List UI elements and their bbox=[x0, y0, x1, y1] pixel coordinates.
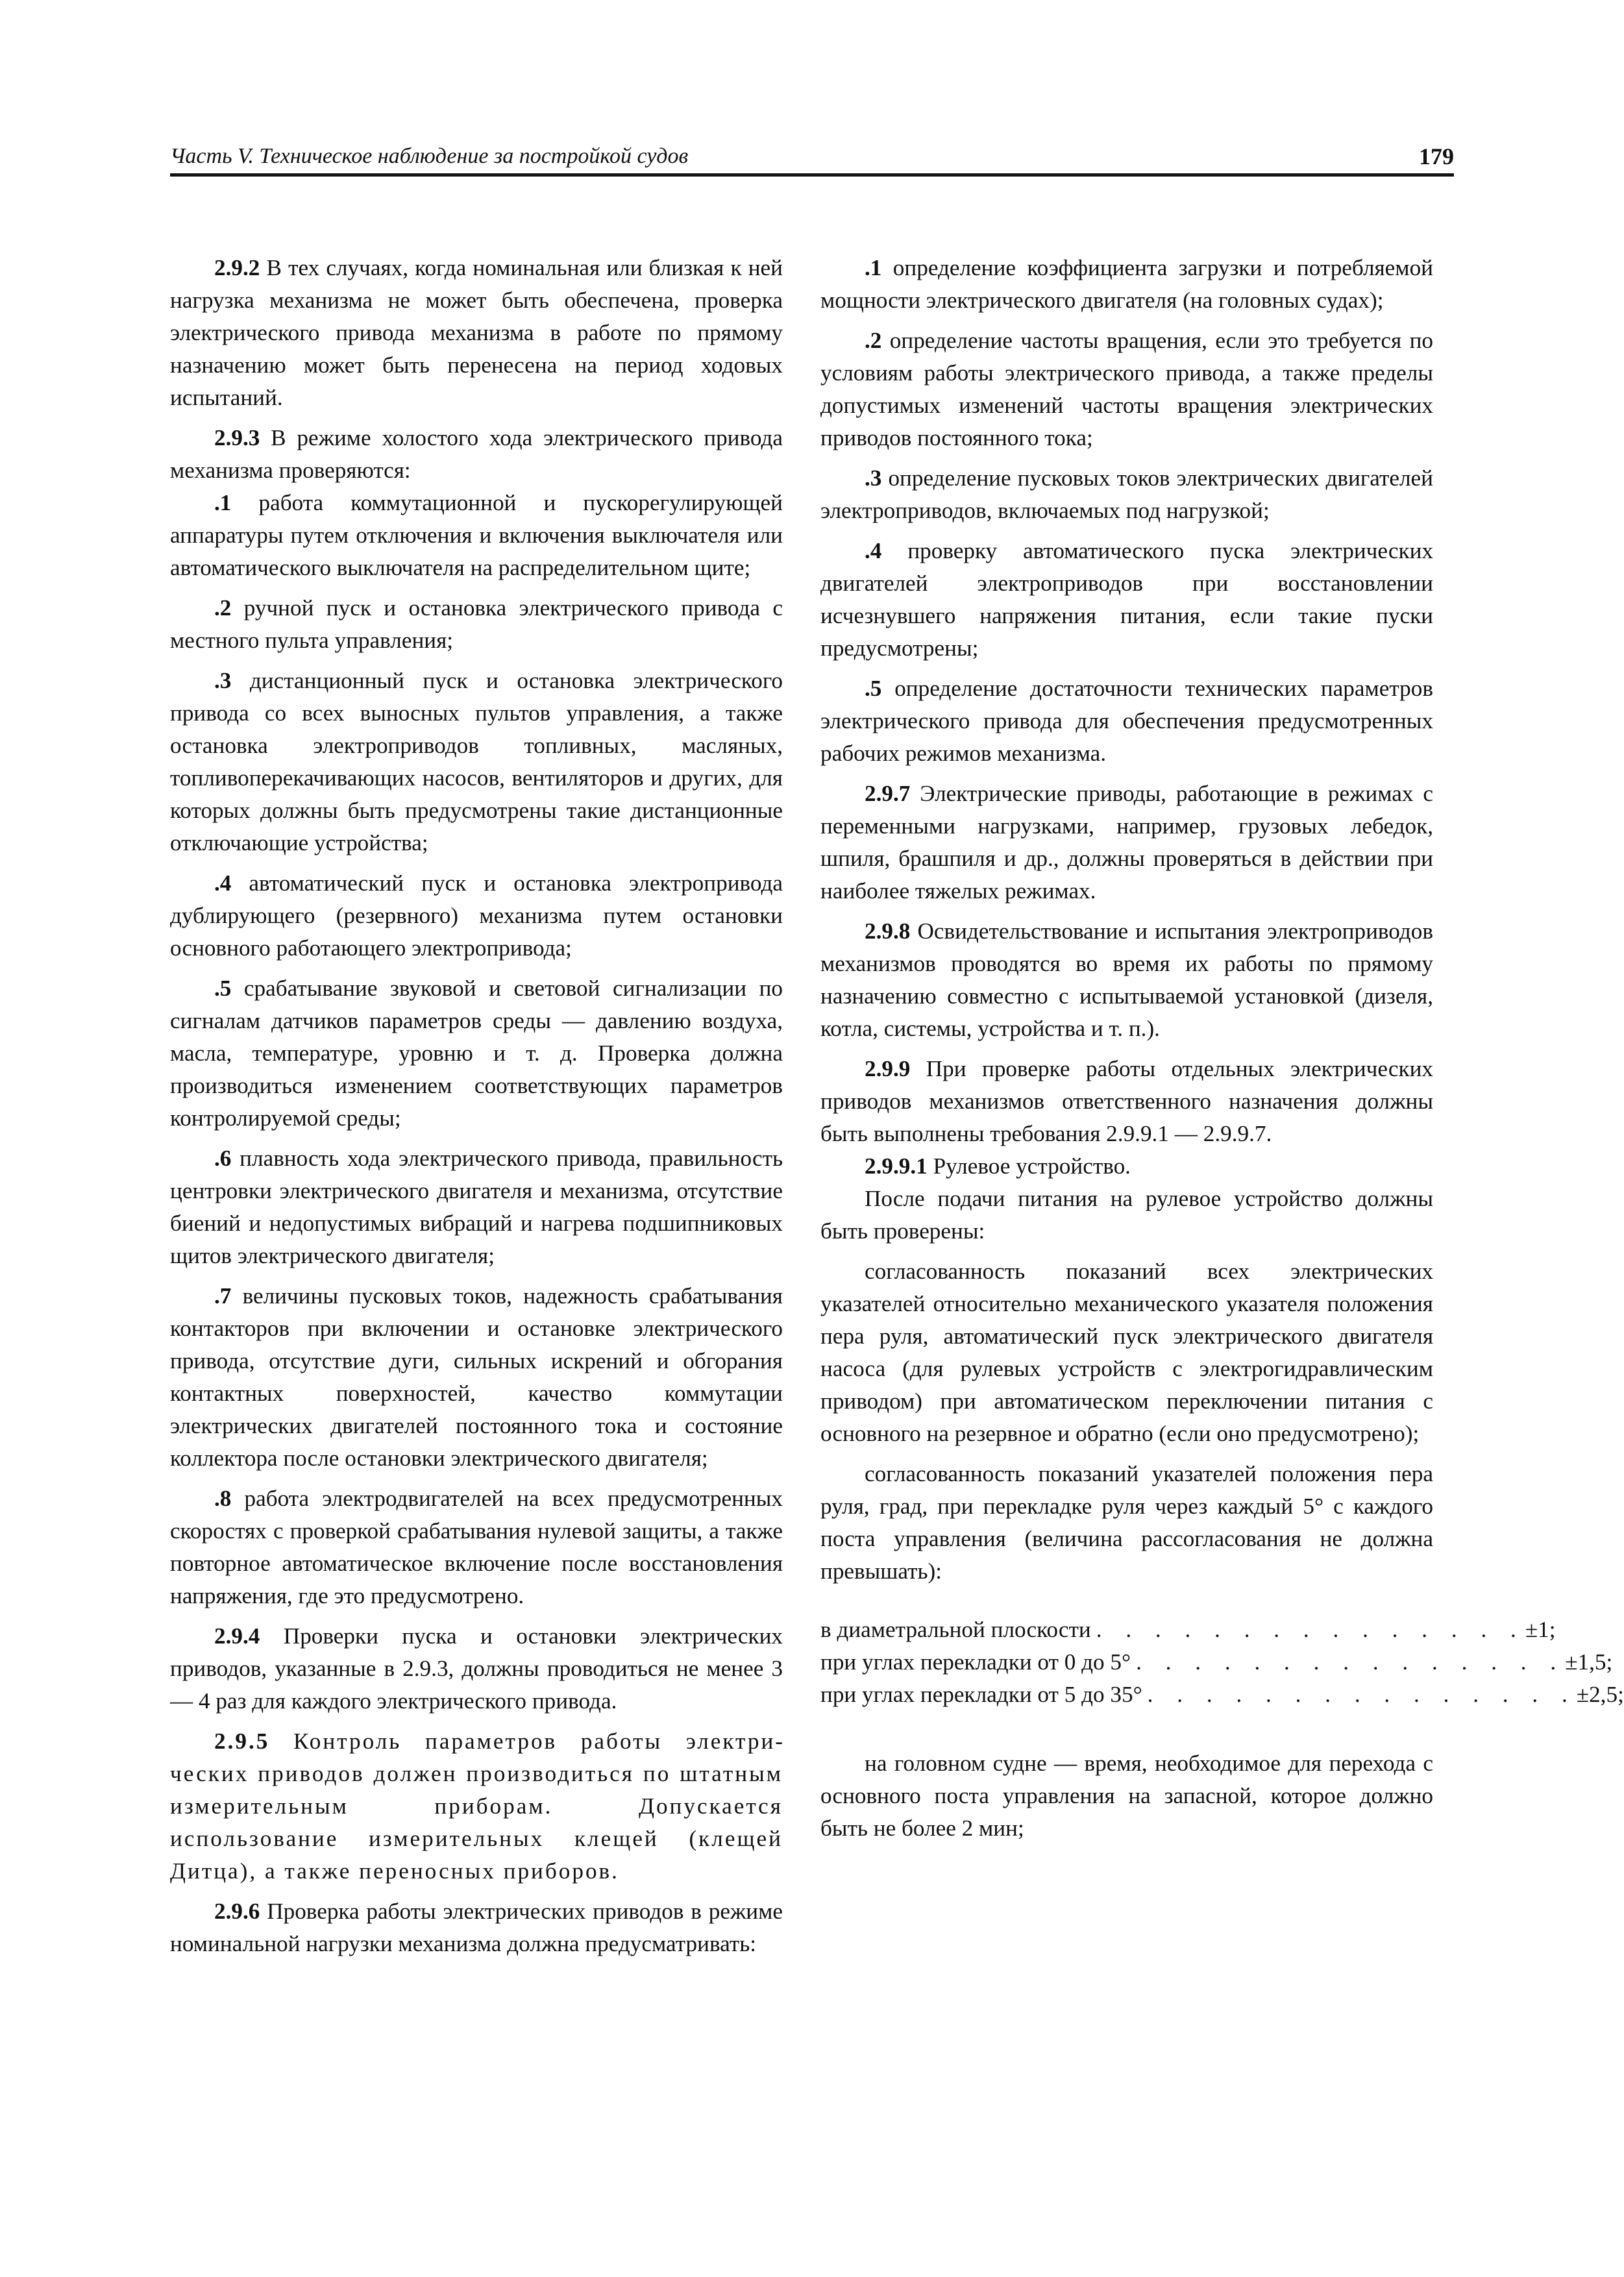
item-text: срабатывание звуковой и световой сигнализации по сигналам датчиков параметров среды — давлению воздуха, масла, температуре, уровню и т. д. Проверка должна производиться изменением соответствующих параметров контролируемой среды; bbox=[170, 976, 783, 1131]
item-text: проверку автоматического пуска электрических двигателей электроприводов при восстановлении исчезнувшего напряжения питания, если такие пуски предусмотрены; bbox=[820, 538, 1433, 661]
item-number: .4 bbox=[214, 870, 232, 896]
clause-number: 2.9.6 bbox=[214, 1899, 260, 1924]
tolerance-row bbox=[820, 1614, 1556, 1646]
paragraph-2-9-4 bbox=[170, 1620, 783, 1717]
item-number: .3 bbox=[865, 465, 882, 491]
item-text: работа электродвигателей на всех предусмотренных скоростях с проверкой срабатывания нулевой защиты, а также повторное автоматическое включение после восстановления напряжения, где это предусмотрено. bbox=[170, 1486, 783, 1608]
item-number: .2 bbox=[865, 328, 882, 353]
clause-number: 2.9.8 bbox=[865, 918, 911, 944]
clause-number: 2.9.2 bbox=[214, 255, 260, 280]
paragraph-indicators: согласованность показаний всех электрических указателей относительно механического указателя положения пера руля, автоматический пуск электрического двигателя насоса (для рулевых устройств с электрогидравлическим приводом) при автоматическом переключении питания с основного на резервное и обратно (если оно предусмотрено); bbox=[820, 1259, 1433, 1446]
dot-leader: . . . . . . . . . . . . . . . bbox=[1096, 1617, 1525, 1642]
list-item-3 bbox=[170, 665, 783, 859]
tolerance-value: ±1; bbox=[1525, 1617, 1556, 1642]
list-item-6 bbox=[170, 1142, 783, 1272]
item-text: плавность хода электрического привода, правильность центровки электрического двигателя и механизма, отсутствие биений и недопустимых вибраций и нагрева подшипниковых щитов электрического двигателя; bbox=[170, 1146, 783, 1268]
tolerance-value: ±1,5; bbox=[1565, 1649, 1613, 1675]
list-item-3 bbox=[820, 462, 1433, 527]
paragraph-text: В тех случаях, когда номинальная или близкая к ней нагрузка механизма не может быть обеспечена, проверка электрического привода механизма в работе по прямому назначению может быть перенесена на период ходовых испытаний. bbox=[170, 255, 783, 410]
paragraph-after-power: После подачи питания на рулевое устройство должны быть проверены: bbox=[820, 1186, 1433, 1244]
item-number: .3 bbox=[214, 668, 232, 693]
paragraph-text: Освидетельствование и испытания электроприводов механизмов проводятся во время их работы по прямому назначению совместно с испытываемой установкой (дизеля, котла, системы, устройства и т. п.). bbox=[820, 918, 1433, 1041]
paragraph-2-9-5 bbox=[170, 1725, 783, 1888]
item-text: работа коммутационной и пускорегулирующей аппаратуры путем отключения и включения выключателя или автоматического выключателя на распределительном щите; bbox=[170, 490, 783, 580]
item-number: .7 bbox=[214, 1283, 232, 1309]
list-item-1 bbox=[820, 252, 1433, 317]
item-text: определение коэффициента загрузки и потребляемой мощности электрического двигателя (на головных судах); bbox=[820, 255, 1433, 313]
item-number: .4 bbox=[865, 538, 882, 563]
clause-number: 2.9.4 bbox=[214, 1623, 260, 1649]
paragraph-text: В режиме холостого хода электрического привода механизма проверяются: bbox=[170, 425, 783, 483]
paragraph-text: Проверки пуска и остановки электрических приводов, указанные в 2.9.3, должны проводиться не менее 3 — 4 раз для каждого электрического привода. bbox=[170, 1623, 783, 1714]
list-item-4 bbox=[170, 867, 783, 965]
header-rule bbox=[170, 173, 1454, 177]
right-column bbox=[820, 252, 1624, 1845]
paragraph-2-9-7 bbox=[820, 778, 1433, 907]
item-text: определение достаточности технических параметров электрического привода для обеспечения предусмотренных рабочих режимов механизма. bbox=[820, 676, 1433, 766]
paragraph-lead-ship: на головном судне — время, необходимое для перехода с основного поста управления на запасной, которое должно быть не более 2 мин; bbox=[820, 1751, 1433, 1841]
list-item-2 bbox=[820, 325, 1433, 454]
dot-leader: . . . . . . . . . . . . . . . bbox=[1147, 1682, 1577, 1707]
list-item-1 bbox=[170, 487, 783, 584]
item-text: определение частоты вращения, если это требуется по условиям работы электрического привода, а также пределы допустимых изменений частоты вращения электрических приводов постоянного тока; bbox=[820, 328, 1433, 450]
paragraph-text: Электрические приводы, работающие в режимах с переменными нагрузками, например, грузовых лебедок, шпиля, брашпиля и др., должны проверяться в действии при наиболее тяжелых режимах. bbox=[820, 781, 1433, 904]
list-item-5 bbox=[170, 972, 783, 1135]
tolerance-row bbox=[820, 1679, 1624, 1711]
paragraph-2-9-9 bbox=[820, 1053, 1433, 1150]
item-number: .2 bbox=[214, 595, 232, 621]
item-text: ручной пуск и остановка электрического привода с местного пульта управления; bbox=[170, 595, 783, 653]
item-number: .8 bbox=[214, 1486, 232, 1511]
paragraph-2-9-9-1 bbox=[820, 1150, 1433, 1183]
paragraph-2-9-8 bbox=[820, 915, 1433, 1045]
paragraph-rudder-angle: согласованность показаний указателей положения пера руля, град, при перекладке руля через каждый 5° с каждого поста управления (величина рассогласования не должна превышать): bbox=[820, 1461, 1433, 1584]
tolerance-label: при углах перекладки от 0 до 5° bbox=[820, 1649, 1131, 1675]
item-number: .5 bbox=[865, 676, 882, 701]
item-text: автоматический пуск и остановка электропривода дублирующего (резервного) механизма путем остановки основного работающего электропривода; bbox=[170, 870, 783, 961]
item-number: .5 bbox=[214, 976, 232, 1001]
list-item-8 bbox=[170, 1483, 783, 1612]
running-head bbox=[170, 142, 1454, 178]
paragraph-2-9-6 bbox=[170, 1895, 783, 1960]
clause-number: 2.9.9.1 bbox=[865, 1153, 928, 1179]
left-column bbox=[170, 252, 783, 1960]
item-number: .1 bbox=[214, 490, 232, 515]
item-number: .6 bbox=[214, 1146, 232, 1171]
tolerance-label: при углах перекладки от 5 до 35° bbox=[820, 1682, 1142, 1707]
tolerance-row bbox=[820, 1646, 1613, 1679]
paragraph-2-9-3 bbox=[170, 422, 783, 487]
clause-number: 2.9.9 bbox=[865, 1056, 911, 1081]
paragraph-text: Контроль параметров работы электрических приводов должен производиться по штатным измерительным приборам. Допускается использование измерительных клещей (клещей Дитца), а также переносных приборов. bbox=[170, 1729, 783, 1884]
list-item-5 bbox=[820, 672, 1433, 770]
list-item-7 bbox=[170, 1280, 783, 1475]
tolerance-list bbox=[820, 1614, 1624, 1711]
running-title: Часть V. Техническое наблюдение за постройкой судов bbox=[170, 144, 689, 168]
paragraph-text: Проверка работы электрических приводов в режиме номинальной нагрузки механизма должна предусматривать: bbox=[170, 1899, 783, 1956]
tolerance-value: ±2,5; bbox=[1576, 1682, 1624, 1707]
dot-leader: . . . . . . . . . . . . . . . bbox=[1136, 1649, 1566, 1675]
tolerance-label: в диаметральной плоскости bbox=[820, 1617, 1091, 1642]
item-text: величины пусковых токов, надежность срабатывания контакторов при включении и остановке электрического привода, отсутствие дуги, сильных искрений и обгорания контактных поверхностей, качество коммутации электрических двигателей постоянного тока и состояние коллектора после остановки электрического двигателя; bbox=[170, 1283, 783, 1471]
clause-number: 2.9.5 bbox=[214, 1729, 270, 1754]
clause-number: 2.9.7 bbox=[865, 781, 911, 806]
paragraph-text: Рулевое устройство. bbox=[927, 1153, 1131, 1179]
list-item-2 bbox=[170, 592, 783, 657]
list-item-4 bbox=[820, 535, 1433, 665]
item-number: .1 bbox=[865, 255, 882, 280]
item-text: дистанционный пуск и остановка электрического привода со всех выносных пультов управления, а также остановка электроприводов топливных, масляных, топливоперекачивающих насосов, вентиляторов и других, для которых должны быть предусмотрены такие дистанционные отключающие устройства; bbox=[170, 668, 783, 855]
clause-number: 2.9.3 bbox=[214, 425, 260, 450]
page-number: 179 bbox=[1419, 143, 1454, 169]
paragraph-2-9-2 bbox=[170, 252, 783, 414]
item-text: определение пусковых токов электрических двигателей электроприводов, включаемых под нагрузкой; bbox=[820, 465, 1433, 523]
paragraph-text: При проверке работы отдельных электрических приводов механизмов ответственного назначения должны быть выполнены требования 2.9.9.1 — 2.9.9.7. bbox=[820, 1056, 1433, 1146]
